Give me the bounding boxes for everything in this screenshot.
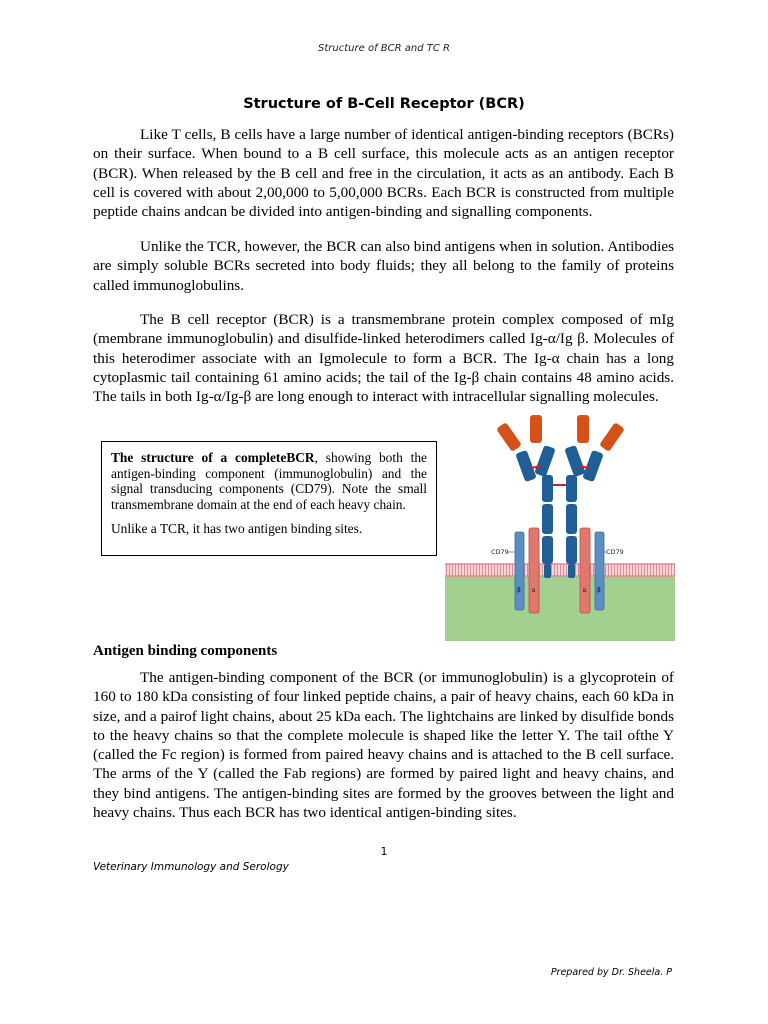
heavy-chain-fc-right-2	[566, 504, 577, 534]
cytoplasm	[445, 576, 675, 641]
heavy-chain-fc-left-2	[542, 504, 553, 534]
heavy-chain-fc-left-3	[542, 536, 553, 564]
caption-note: Unlike a TCR, it has two antigen binding sites.	[111, 521, 363, 537]
page-title: Structure of B-Cell Receptor (BCR)	[243, 96, 525, 112]
paragraph-tcr-comparison: Unlike the TCR, however, the BCR can also bind antigens when in solution. Antibodies are simply soluble BCRs secreted into body fluids; they all belong to the family of proteins called immunoglobulins.	[93, 238, 674, 294]
ig-alpha-chain-right	[580, 528, 590, 613]
paragraph-antigen-binding: The antigen-binding component of the BCR (or immunoglobulin) is a glycoprotein of 160 to 180 kDa consisting of four linked peptide chains, a pair of heavy chains, each 60 kDa in size, and a pairof light chains, about 25 kDa each. The lightchains are linked by disulfide bonds to the heavy chains so that the complete molecule is shaped like the letter Y. The tail ofthe Y (called the Fc region) is formed from paired heavy chains and is attached to the B cell surface. The arms of the Y (called the Fab regions) are formed by paired light and heavy chains, and they bind antigens. The antigen-binding sites are formed by the grooves between the light and heavy chains. Thus each BCR has two identical antigen-binding sites.	[93, 669, 674, 822]
heavy-chain-variable-right	[577, 415, 589, 443]
alpha-label-left: α	[531, 587, 536, 594]
caption-bold: The structure of a completeBCR	[111, 450, 315, 465]
figure-caption-box	[101, 441, 437, 556]
page-header: Structure of BCR and TC R	[318, 43, 450, 54]
transmembrane-right	[568, 564, 575, 578]
bcr-diagram	[445, 408, 675, 641]
heavy-chain-variable-left	[530, 415, 542, 443]
beta-label-left: β	[517, 587, 521, 594]
page-number: 1	[380, 845, 388, 858]
section-heading: Antigen binding components	[93, 643, 278, 659]
transmembrane-left	[544, 564, 551, 578]
ig-beta-chain-left	[515, 532, 524, 610]
heavy-chain-fc-right-3	[566, 536, 577, 564]
beta-label-right: β	[597, 587, 601, 594]
alpha-label-right: α	[582, 587, 587, 594]
caption-text	[111, 450, 427, 512]
paragraph-bcr-composition: The B cell receptor (BCR) is a transmembrane protein complex composed of mIg (membrane immunoglobulin) and disulfide-linked heterodimers called Ig-α/Ig β. Molecules of this heterodimer associate with an Igmolecule to form a BCR. The Ig-α chain has a long cytoplasmic tail containing 61 amino acids; the tail of the Ig-β chain contains 48 amino acids. The tails in both Ig-α/Ig-β are long enough to interact with intracellular signalling molecules.	[93, 311, 674, 406]
footer-course-title: Veterinary Immunology and Serology	[93, 861, 289, 873]
ig-alpha-chain-left	[529, 528, 539, 613]
ig-beta-chain-right	[595, 532, 604, 610]
cell-membrane	[445, 564, 675, 576]
bcr-structure-figure	[445, 408, 675, 641]
extracellular-space	[445, 408, 675, 566]
footer-author: Prepared by Dr. Sheela. P	[550, 967, 672, 978]
caption-rest: , showing both the antigen-binding component (immunoglobulin) and the signal transducing components (CD79). Note the small transmembrane domain at the end of each heavy chain.	[111, 450, 427, 512]
heavy-chain-fc-right-1	[566, 475, 577, 502]
heavy-chain-fc-left-1	[542, 475, 553, 502]
cd79-label-left: CD79	[491, 548, 509, 556]
cd79-label-right: CD79	[606, 548, 624, 556]
paragraph-intro: Like T cells, B cells have a large number of identical antigen-binding receptors (BCRs) on their surface. When bound to a B cell surface, this molecule acts as an antigen receptor (BCR). When released by the B cell and free in the circulation, it acts as an antibody. Each B cell is covered with about 2,00,000 to 5,00,000 BCRs. Each BCR is constructed from multiple peptide chains andcan be divided into antigen-binding and signalling components.	[93, 126, 674, 221]
